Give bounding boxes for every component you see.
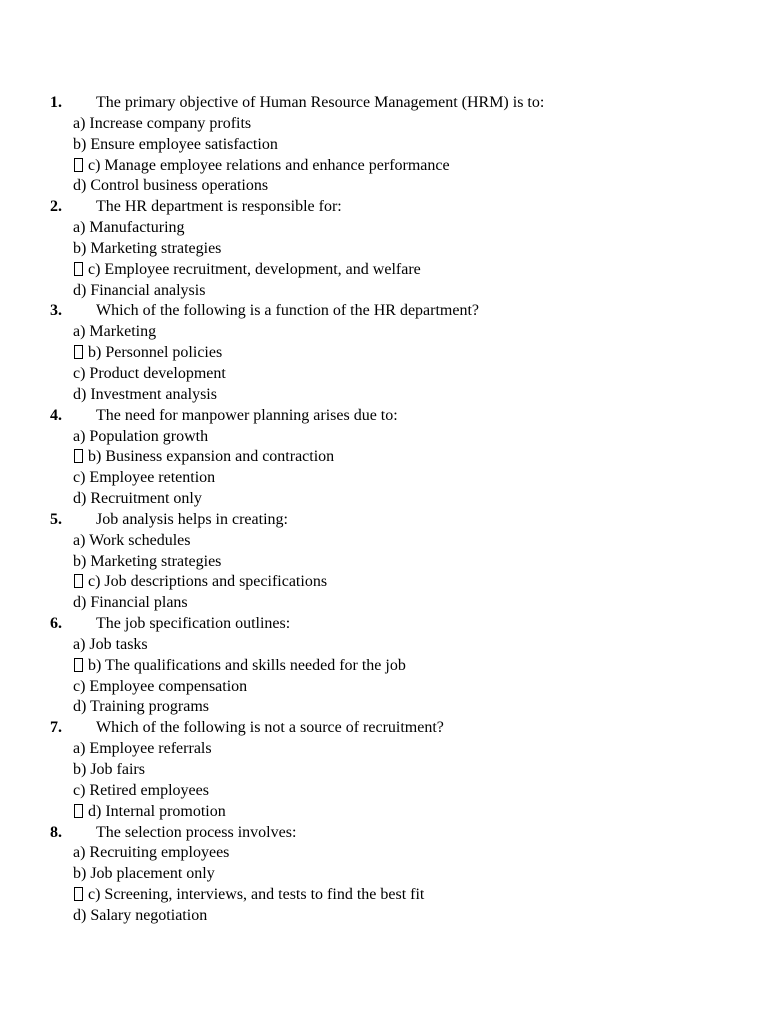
checkbox-icon <box>74 345 83 359</box>
option-text: d) Recruitment only <box>73 490 202 508</box>
option-text: d) Internal promotion <box>88 802 226 820</box>
checkbox-icon <box>74 262 83 276</box>
document-page <box>0 93 768 927</box>
question-text: The primary objective of Human Resource Management (HRM) is to: <box>96 94 545 111</box>
option-text: c) Employee recruitment, development, and welfare <box>88 260 421 278</box>
option-d <box>0 593 768 614</box>
option-b <box>0 864 768 885</box>
option-c <box>0 781 768 802</box>
question-7 <box>0 718 768 822</box>
checkbox-icon <box>74 804 83 818</box>
option-text: a) Manufacturing <box>73 219 185 237</box>
question-line <box>0 197 768 218</box>
option-text: b) Personnel policies <box>88 344 223 362</box>
option-text: c) Retired employees <box>73 781 209 799</box>
option-c <box>0 885 768 906</box>
option-b <box>0 135 768 156</box>
question-text: Job analysis helps in creating: <box>96 510 288 528</box>
option-a <box>0 531 768 552</box>
option-b <box>0 239 768 260</box>
option-a <box>0 427 768 448</box>
question-text: The job specification outlines: <box>96 615 291 633</box>
question-number: 2. <box>50 198 62 216</box>
option-text: a) Recruiting employees <box>73 844 230 862</box>
option-d <box>0 281 768 302</box>
question-line <box>0 614 768 635</box>
option-text: b) The qualifications and skills needed for the job <box>88 656 406 674</box>
option-b <box>0 760 768 781</box>
option-a <box>0 114 768 135</box>
option-text: b) Job fairs <box>73 761 145 778</box>
question-text: The need for manpower planning arises due to: <box>96 406 398 424</box>
option-a <box>0 218 768 239</box>
option-text: d) Salary negotiation <box>73 906 208 924</box>
option-text: a) Population growth <box>73 427 209 445</box>
question-2 <box>0 197 768 301</box>
option-text: d) Investment analysis <box>73 385 217 403</box>
option-text: c) Screening, interviews, and tests to find the best fit <box>88 886 425 904</box>
option-d <box>0 802 768 823</box>
option-text: a) Employee referrals <box>73 740 212 758</box>
option-text: a) Increase company profits <box>73 114 252 132</box>
question-line <box>0 510 768 531</box>
option-text: b) Business expansion and contraction <box>88 448 335 466</box>
question-number: 5. <box>50 510 62 528</box>
option-c <box>0 677 768 698</box>
question-line <box>0 718 768 739</box>
question-line <box>0 823 768 844</box>
question-number: 1. <box>50 94 62 111</box>
question-text: The HR department is responsible for: <box>96 198 342 216</box>
question-6 <box>0 614 768 718</box>
question-line <box>0 93 768 114</box>
checkbox-icon <box>74 449 83 463</box>
option-text: b) Marketing strategies <box>73 552 222 570</box>
question-8 <box>0 823 768 927</box>
option-b <box>0 343 768 364</box>
option-b <box>0 447 768 468</box>
option-a <box>0 739 768 760</box>
question-line <box>0 406 768 427</box>
option-text: c) Manage employee relations and enhance performance <box>88 156 450 174</box>
option-c <box>0 156 768 177</box>
question-1 <box>0 93 768 197</box>
question-text: Which of the following is not a source of recruitment? <box>96 719 444 737</box>
option-text: c) Employee retention <box>73 469 216 487</box>
option-text: c) Employee compensation <box>73 677 248 695</box>
option-a <box>0 635 768 656</box>
option-text: b) Marketing strategies <box>73 239 222 257</box>
option-text: d) Training programs <box>73 698 209 716</box>
option-d <box>0 697 768 718</box>
option-c <box>0 468 768 489</box>
option-text: b) Ensure employee satisfaction <box>73 135 278 153</box>
question-3 <box>0 301 768 405</box>
option-text: a) Work schedules <box>73 531 191 549</box>
question-number: 6. <box>50 615 62 633</box>
question-text: The selection process involves: <box>96 823 297 841</box>
question-text: Which of the following is a function of the HR department? <box>96 302 480 320</box>
option-c <box>0 260 768 281</box>
option-c <box>0 364 768 385</box>
question-4 <box>0 406 768 510</box>
checkbox-icon <box>74 658 83 672</box>
question-number: 7. <box>50 719 62 737</box>
option-text: c) Product development <box>73 364 226 382</box>
option-a <box>0 322 768 343</box>
option-text: a) Marketing <box>73 323 157 341</box>
option-text: d) Financial plans <box>73 594 188 612</box>
option-d <box>0 385 768 406</box>
option-d <box>0 906 768 927</box>
checkbox-icon <box>74 887 83 901</box>
question-line <box>0 301 768 322</box>
question-5 <box>0 510 768 614</box>
option-text: a) Job tasks <box>73 635 148 653</box>
option-d <box>0 176 768 197</box>
option-b <box>0 552 768 573</box>
checkbox-icon <box>74 158 83 172</box>
option-text: c) Job descriptions and specifications <box>88 573 328 591</box>
question-number: 4. <box>50 406 62 424</box>
option-a <box>0 843 768 864</box>
option-c <box>0 572 768 593</box>
option-text: d) Financial analysis <box>73 281 206 299</box>
question-number: 3. <box>50 302 62 320</box>
question-number: 8. <box>50 823 62 841</box>
option-text: b) Job placement only <box>73 865 215 883</box>
checkbox-icon <box>74 574 83 588</box>
option-d <box>0 489 768 510</box>
option-text: d) Control business operations <box>73 177 269 195</box>
option-b <box>0 656 768 677</box>
